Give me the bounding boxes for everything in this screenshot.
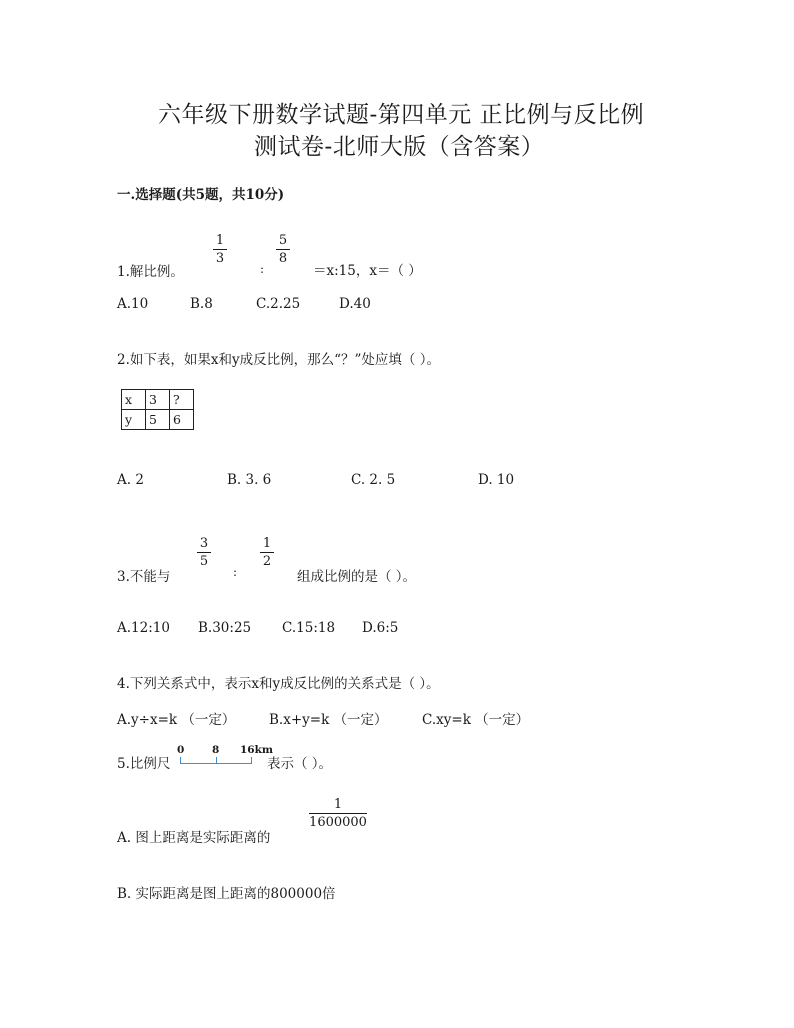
- q5-option-b: B. 实际距离是图上距离的800000倍: [117, 886, 336, 902]
- fraction-bar: [197, 552, 211, 553]
- q2-option-c: C. 2. 5: [351, 472, 396, 488]
- q3-colon: :: [233, 565, 238, 579]
- section-heading: 一.选择题(共5题，共10分): [117, 187, 285, 203]
- q1-option-c: C.2.25: [256, 296, 301, 312]
- q1-option-d: D.40: [339, 296, 371, 312]
- q1-option-a: A.10: [117, 296, 149, 312]
- scale-label-16km: 16km: [240, 744, 273, 756]
- q2-xy-table: [121, 389, 194, 430]
- table-row: [122, 390, 194, 410]
- q1-prefix: 1.解比例。: [117, 264, 184, 280]
- q5-prefix: 5.比例尺: [117, 756, 171, 772]
- q5-suffix: 表示（ ）。: [267, 756, 333, 772]
- q3-option-c: C.15:18: [282, 620, 336, 636]
- table-cell: 3: [146, 390, 170, 410]
- q3-option-a: A.12:10: [117, 620, 170, 636]
- q2-stem: 2.如下表，如果x和y成反比例，那么“？”处应填（ ）。: [117, 352, 440, 368]
- table-cell: y: [122, 410, 146, 430]
- q2-option-d: D. 10: [478, 472, 515, 488]
- q1-frac-a-den: 3: [215, 251, 225, 266]
- q1-fraction-b: [276, 233, 290, 266]
- q3-option-b: B.30:25: [198, 620, 252, 636]
- table-cell: ?: [170, 390, 194, 410]
- scale-tick: [251, 757, 252, 763]
- q3-frac-b-den: 2: [262, 554, 272, 569]
- q1-frac-a-num: 1: [215, 233, 225, 248]
- q2-option-b: B. 3. 6: [227, 472, 272, 488]
- scale-label-0: 0: [177, 744, 185, 756]
- q5-frac-num: 1: [333, 797, 343, 812]
- q1-frac-b-den: 8: [278, 251, 288, 266]
- fraction-bar: [213, 249, 227, 250]
- q3-fraction-a: [197, 536, 211, 569]
- q2-option-a: A. 2: [117, 472, 144, 488]
- q5-option-a-fraction: [309, 797, 367, 830]
- scale-label-8: 8: [212, 744, 220, 756]
- q3-frac-b-num: 1: [262, 536, 272, 551]
- scale-tick: [180, 757, 181, 763]
- q5-option-a: A. 图上距离是实际距离的: [117, 830, 271, 846]
- q4-stem: 4.下列关系式中，表示x和y成反比例的关系式是（ ）。: [117, 676, 440, 692]
- q1-suffix: ＝x:15，x＝（ ）: [313, 263, 422, 279]
- title-line-1: 六年级下册数学试题-第四单元 正比例与反比例: [158, 102, 645, 128]
- q3-prefix: 3.不能与: [117, 569, 171, 585]
- q3-frac-a-num: 3: [199, 536, 209, 551]
- q1-colon: :: [260, 262, 265, 276]
- fraction-bar: [260, 552, 274, 553]
- fraction-bar: [309, 813, 367, 814]
- q3-frac-a-den: 5: [199, 554, 209, 569]
- q1-option-b: B.8: [190, 296, 213, 312]
- q5-frac-den: 1600000: [309, 815, 367, 830]
- q4-option-c: C.xy=k （一定）: [422, 712, 530, 728]
- scale-bar-line: [180, 763, 252, 764]
- fraction-bar: [276, 249, 290, 250]
- q3-option-d: D.6:5: [362, 620, 399, 636]
- table-cell: 5: [146, 410, 170, 430]
- q3-fraction-b: [260, 536, 274, 569]
- table-cell: x: [122, 390, 146, 410]
- q1-fraction-a: [213, 233, 227, 266]
- q3-suffix: 组成比例的是（ ）。: [297, 569, 417, 585]
- q4-option-a: A.y÷x=k （一定）: [117, 712, 236, 728]
- table-cell: 6: [170, 410, 194, 430]
- q1-frac-b-num: 5: [278, 233, 288, 248]
- table-row: [122, 410, 194, 430]
- q4-option-b: B.x+y=k （一定）: [269, 712, 388, 728]
- scale-tick: [216, 757, 217, 763]
- title-line-2: 测试卷-北师大版（含答案）: [254, 134, 545, 160]
